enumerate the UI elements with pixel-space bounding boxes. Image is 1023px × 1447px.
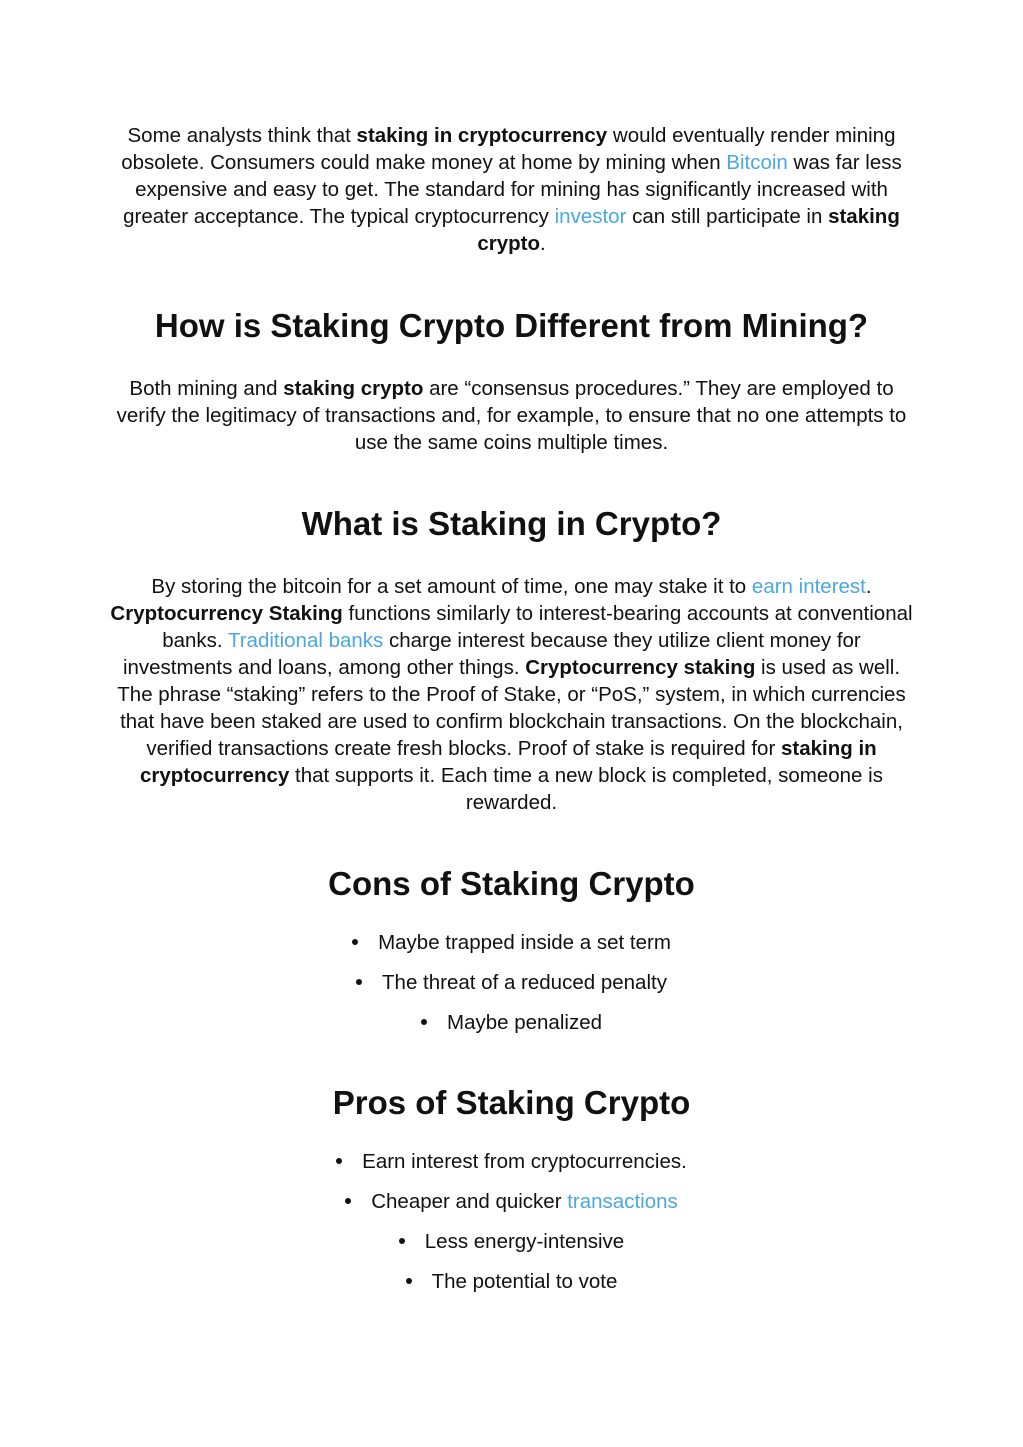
what-bold-2: Cryptocurrency staking [525, 656, 756, 679]
what-text-3: functions similarly to interest-bearing accounts at conventional banks. [162, 602, 913, 652]
intro-text-1: Some analysts think that [127, 124, 357, 147]
list-item-text: The potential to vote [431, 1270, 618, 1293]
bullet-icon [336, 1158, 342, 1164]
bullet-icon [352, 939, 358, 945]
diff-text-1: Both mining and [129, 377, 284, 400]
what-text-2: . [865, 575, 872, 598]
what-bold-1: Cryptocurrency Staking [110, 602, 343, 625]
bullet-icon [421, 1019, 427, 1025]
cons-list [110, 923, 913, 1043]
list-item [110, 1003, 913, 1043]
bullet-icon [406, 1278, 412, 1284]
list-item-text: The threat of a reduced penalty [382, 971, 667, 994]
heading-difference: How is Staking Crypto Different from Mining? [154, 307, 869, 344]
intro-text-4: can still participate in [626, 205, 829, 228]
intro-text-3: was far less expensive and easy to get. The standard for mining has significantly increased with greater acceptance. The typical cryptocurrency [123, 151, 902, 228]
earn-interest-link[interactable]: earn interest [751, 575, 866, 598]
heading-pros: Pros of Staking Crypto [332, 1084, 691, 1121]
transactions-link[interactable]: transactions [567, 1190, 678, 1213]
heading-what-is-staking: What is Staking in Crypto? [301, 505, 722, 542]
list-item-text: Maybe trapped inside a set term [378, 931, 671, 954]
list-item [110, 1262, 913, 1302]
list-item-text: Earn interest from cryptocurrencies. [362, 1150, 687, 1173]
list-item [110, 1182, 913, 1222]
what-is-staking-paragraph [110, 573, 913, 816]
what-bold-3: staking in cryptocurrency [140, 737, 877, 787]
list-item-text: Less energy-intensive [424, 1230, 625, 1253]
what-text-5: is used as well. The phrase “staking” refers to the Proof of Stake, or “PoS,” system, in which currencies that have been staked are used to confirm blockchain transactions. On the blockchain, verified transactions create fresh blocks. Proof of stake is required for [117, 656, 906, 760]
investor-link[interactable]: investor [554, 205, 627, 228]
what-text-6: that supports it. Each time a new block is completed, someone is rewarded. [289, 764, 883, 814]
list-item [110, 963, 913, 1003]
diff-text-2: are “consensus procedures.” They are employed to verify the legitimacy of transactions and, for example, to ensure that no one attempts to use the same coins multiple times. [116, 377, 907, 454]
difference-paragraph [110, 375, 913, 456]
bullet-icon [345, 1198, 351, 1204]
what-text-4: charge interest because they utilize client money for investments and loans, among other things. [122, 629, 861, 679]
bullet-icon [356, 979, 362, 985]
intro-text-5: . [539, 232, 546, 255]
article [110, 122, 913, 1302]
intro-bold-2: staking crypto [477, 205, 900, 255]
list-item-text: Maybe penalized [447, 1011, 602, 1034]
list-item [110, 1222, 913, 1262]
intro-text-2: would eventually render mining obsolete. Consumers could make money at home by mining when [121, 124, 896, 174]
bitcoin-link[interactable]: Bitcoin [726, 151, 788, 174]
pros-list [110, 1142, 913, 1302]
list-item [110, 1142, 913, 1182]
list-item-text: Cheaper and quicker [371, 1190, 568, 1213]
heading-cons: Cons of Staking Crypto [328, 865, 695, 902]
intro-bold-1: staking in cryptocurrency [356, 124, 608, 147]
traditional-banks-link[interactable]: Traditional banks [227, 629, 384, 652]
what-text-1: By storing the bitcoin for a set amount of time, one may stake it to [151, 575, 752, 598]
list-item [110, 923, 913, 963]
bullet-icon [399, 1238, 405, 1244]
diff-bold-1: staking crypto [283, 377, 424, 400]
intro-paragraph [110, 122, 913, 257]
